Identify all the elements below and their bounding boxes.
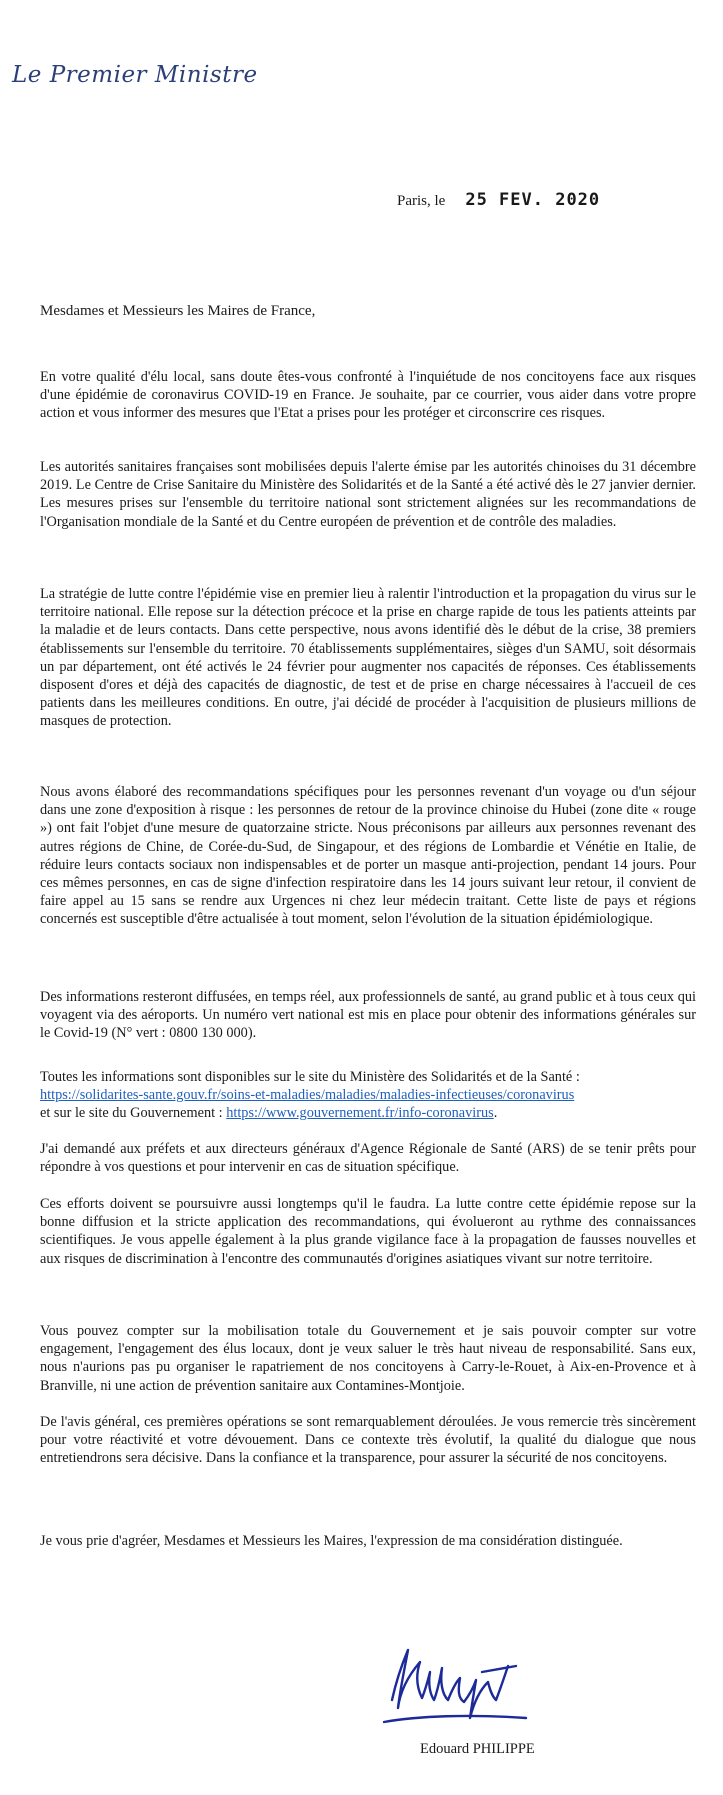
date-place: Paris, le xyxy=(397,193,446,209)
paragraph-vigilance: Ces efforts doivent se poursuivre aussi longtemps qu'il le faudra. La lutte contre cette épidémie repose sur la bonne diffusion et la stricte application des recommandations, qui évolueront au rythme des connaissances scientifiques. Je vous appelle également à la plus grande vigilance face à la propagation de fausses nouvelles et aux risques de discrimination à l'encontre des communautés d'origines asiatiques vivant sur notre territoire. xyxy=(40,1196,696,1267)
letter-date xyxy=(397,190,600,210)
date-stamp: 25 FEV. 2020 xyxy=(465,190,601,210)
paragraph-strategy: La stratégie de lutte contre l'épidémie vise en premier lieu à ralentir l'introduction et la propagation du virus sur le territoire national. Elle repose sur la détection précoce et la prise en charge rapide de tous les patients atteints par la maladie et de leurs contacts. Dans cette perspective, nous avons identifié dès le début de la crise, 38 premiers établissements sur l'ensemble du territoire. 70 établissements supplémentaires, sièges d'un SAMU, soit désormais un par département, ont été activés le 24 février pour augmenter nos capacités de réponses. Ces établissements disposent d'ores et déjà des capacités de diagnostic, de test et de prise en charge nécessaires à l'accueil de ces patients dans les meilleures conditions. En outre, j'ai décidé de procéder à l'acquisition de plusieurs millions de masques de protection. xyxy=(40,586,696,730)
paragraph-prefects: J'ai demandé aux préfets et aux directeurs généraux d'Agence Régionale de Santé (ARS) de se tenir prêts pour répondre à vos questions et pour intervenir en cas de situation spécifique. xyxy=(40,1141,696,1176)
paragraph-mobilisation: Vous pouvez compter sur la mobilisation totale du Gouvernement et je sais pouvoir compter sur votre engagement, l'engagement des élus locaux, dont je veux saluer le très haut niveau de responsabilité. Sans eux, nous n'aurions pas pu organiser le rapatriement de nos concitoyens à Carry-le-Rouet, à Aix-en-Provence et à Branville, ni une action de prévention sanitaire aux Contamines-Montjoie. xyxy=(40,1323,696,1394)
paragraph-health-authorities: Les autorités sanitaires françaises sont mobilisées depuis l'alerte émise par les autorités chinoises du 31 décembre 2019. Le Centre de Crise Sanitaire du Ministère des Solidarités et de la Santé a été activé dès le 27 janvier dernier. Les mesures prises sur l'ensemble du territoire national sont strictement alignées sur les recommandations de l'Organisation mondiale de la Santé et du Centre européen de prévention et de contrôle des maladies. xyxy=(40,459,696,530)
salutation: Mesdames et Messieurs les Maires de France, xyxy=(40,303,316,319)
paragraph-intro: En votre qualité d'élu local, sans doute êtes-vous confronté à l'inquiétude de nos concitoyens face aux risques d'une épidémie de coronavirus COVID-19 en France. Je souhaite, par ce courrier, vous aider dans votre propre action et vous informer des mesures que l'Etat a prises pour les protéger et circonscrire ces risques. xyxy=(40,369,696,422)
letterhead-title: Le Premier Ministre xyxy=(12,62,258,88)
links-end: . xyxy=(493,1105,498,1122)
links-middle: et sur le site du Gouvernement : xyxy=(40,1105,223,1122)
paragraph-closing: Je vous prie d'agréer, Mesdames et Messieurs les Maires, l'expression de ma considération distinguée. xyxy=(40,1533,623,1549)
government-link[interactable]: https://www.gouvernement.fr/info-coronavirus xyxy=(226,1105,494,1122)
links-intro: Toutes les informations sont disponibles sur le site du Ministère des Solidarités et de la Santé : xyxy=(40,1069,580,1085)
ministry-health-link[interactable]: https://solidarites-sante.gouv.fr/soins-et-maladies/maladies/maladies-infectieuses/coronavirus xyxy=(40,1087,575,1104)
signatory-name: Edouard PHILIPPE xyxy=(420,1741,535,1757)
handwritten-signature xyxy=(378,1642,528,1737)
paragraph-information: Des informations resteront diffusées, en temps réel, aux professionnels de santé, au grand public et à tous ceux qui voyagent via des aéroports. Un numéro vert national est mis en place pour obtenir des informations générales sur le Covid-19 (N° vert : 0800 130 000). xyxy=(40,989,696,1042)
paragraph-links xyxy=(40,1068,696,1123)
paragraph-recommendations: Nous avons élaboré des recommandations spécifiques pour les personnes revenant d'un voyage ou d'un séjour dans une zone d'exposition à risque : les personnes de retour de la province chinoise du Hubei (zone dite « rouge ») ont fait l'objet d'une mesure de quatorzaine stricte. Nous préconisons par ailleurs aux personnes revenant des autres régions de Chine, de Corée-du-Sud, de Singapour, et des régions de Lombardie et Vénétie en Italie, de réduire leurs contacts sociaux non indispensables et de porter un masque anti-projection, pendant 14 jours. Pour ces mêmes personnes, en cas de signe d'infection respiratoire dans les 14 jours suivant leur retour, il convient de faire appel au 15 sans se rendre aux Urgences ni chez leur médecin traitant. Cette liste de pays et régions concernés est susceptible d'être actualisée à tout moment, selon l'évolution de la situation épidémiologique. xyxy=(40,784,696,928)
paragraph-thanks: De l'avis général, ces premières opérations se sont remarquablement déroulées. Je vous remercie très sincèrement pour votre réactivité et votre dévouement. Dans ce contexte très évolutif, la qualité du dialogue que nous entretiendrons sera décisive. Dans la confiance et la transparence, pour assurer la sécurité de nos concitoyens. xyxy=(40,1414,696,1467)
